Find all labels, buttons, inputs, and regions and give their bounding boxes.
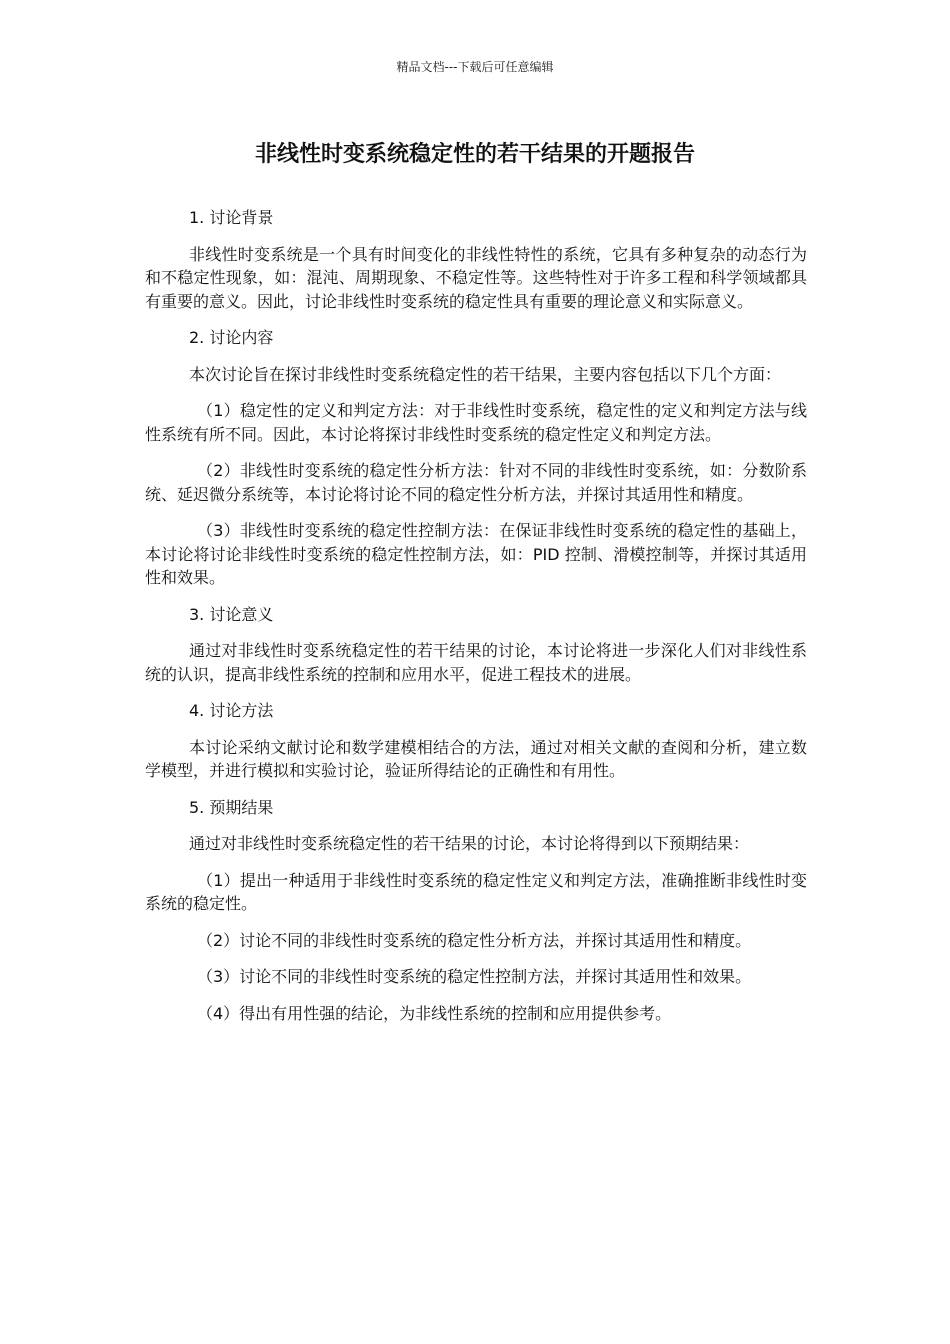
section-heading-significance: 3. 讨论意义 xyxy=(189,604,274,624)
list-item: （3）非线性时变系统的稳定性控制方法：在保证非线性时变系统的稳定性的基础上，本讨论将讨论非线性时变系统的稳定性控制方法，如：PID 控制、滑模控制等，并探讨其适用性和效果。 xyxy=(145,521,807,587)
section-heading-background: 1. 讨论背景 xyxy=(189,208,274,227)
section-heading-expected-results: 5. 预期结果 xyxy=(189,797,274,817)
paragraph-significance: 通过对非线性时变系统稳定性的若干结果的讨论，本讨论将进一步深化人们对非线性系统的认识，提高非线性系统的控制和应用水平，促进工程技术的进展。 xyxy=(145,641,807,684)
document-body xyxy=(145,206,807,1038)
paragraph-method: 本讨论采纳文献讨论和数学建模相结合的方法，通过对相关文献的查阅和分析，建立数学模型，并进行模拟和实验讨论，验证所得结论的正确性和有用性。 xyxy=(145,737,807,780)
list-item: （3）讨论不同的非线性时变系统的稳定性控制方法，并探讨其适用性和效果。 xyxy=(197,967,752,986)
list-item: （4）得出有用性强的结论，为非线性系统的控制和应用提供参考。 xyxy=(197,1003,672,1023)
paragraph-expected-intro: 通过对非线性时变系统稳定性的若干结果的讨论，本讨论将得到以下预期结果： xyxy=(189,834,750,853)
section-heading-content: 2. 讨论内容 xyxy=(189,328,274,347)
paragraph-content-intro: 本次讨论旨在探讨非线性时变系统稳定性的若干结果，主要内容包括以下几个方面： xyxy=(189,364,782,384)
document-title: 非线性时变系统稳定性的若干结果的开题报告 xyxy=(254,142,695,167)
list-item: （2）讨论不同的非线性时变系统的稳定性分析方法，并探讨其适用性和精度。 xyxy=(197,930,752,950)
list-item: （1）稳定性的定义和判定方法：对于非线性时变系统，稳定性的定义和判定方法与线性系统有所不同。因此，本讨论将探讨非线性时变系统的稳定性定义和判定方法。 xyxy=(145,401,807,444)
paragraph-background: 非线性时变系统是一个具有时间变化的非线性特性的系统，它具有多种复杂的动态行为和不稳定性现象，如：混沌、周期现象、不稳定性等。这些特性对于许多工程和科学领域都具有重要的意义。因此，讨论非线性时变系统的稳定性具有重要的理论意义和实际意义。 xyxy=(145,244,807,311)
list-item: （2）非线性时变系统的稳定性分析方法：针对不同的非线性时变系统，如：分数阶系统、延迟微分系统等，本讨论将讨论不同的稳定性分析方法，并探讨其适用性和精度。 xyxy=(145,461,807,504)
section-heading-method: 4. 讨论方法 xyxy=(189,701,274,720)
list-item: （1）提出一种适用于非线性时变系统的稳定性定义和判定方法，准确推断非线性时变系统的稳定性。 xyxy=(145,870,807,913)
header-note: 精品文档---下载后可任意编辑 xyxy=(396,60,554,74)
